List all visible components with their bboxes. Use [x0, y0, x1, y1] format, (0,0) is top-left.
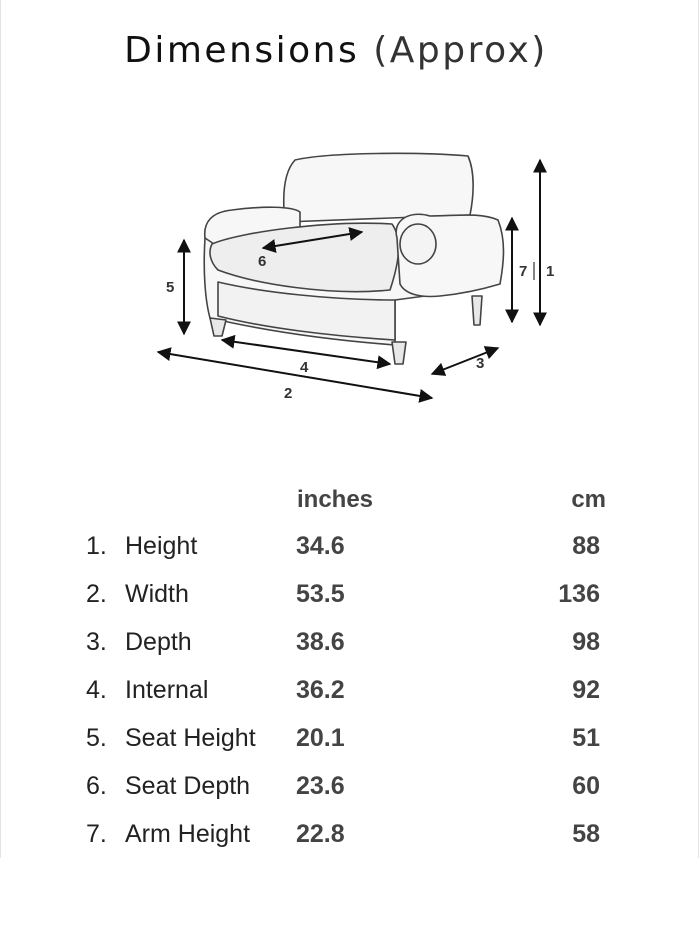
row-label: Width: [125, 580, 189, 608]
table-row: [0, 676, 700, 716]
row-cm: 60: [572, 772, 600, 800]
row-inches: 34.6: [296, 532, 345, 560]
diagram-label-3: 3: [476, 355, 485, 372]
row-cm: 88: [572, 532, 600, 560]
row-label: Seat Height: [125, 724, 256, 752]
arrow-depth: [432, 348, 498, 374]
diagram-label-7: 7: [519, 263, 528, 280]
diagram-label-1: 1: [546, 263, 555, 280]
back-cushion: [284, 153, 473, 222]
row-inches: 20.1: [296, 724, 345, 752]
diagram-label-5: 5: [166, 279, 175, 296]
row-index: 5.: [86, 724, 107, 752]
back-right-leg: [472, 296, 482, 325]
row-label: Depth: [125, 628, 192, 656]
row-cm: 98: [572, 628, 600, 656]
row-cm: 51: [572, 724, 600, 752]
row-label: Seat Depth: [125, 772, 251, 800]
header-cm: cm: [571, 486, 606, 513]
table-row: [0, 772, 700, 812]
armchair-dimension-diagram: [140, 140, 570, 410]
arrow-width: [158, 352, 432, 398]
row-inches: 23.6: [296, 772, 345, 800]
header-inches: inches: [297, 486, 374, 513]
arm-scroll: [400, 224, 436, 264]
row-label: Arm Height: [125, 820, 251, 848]
front-left-leg: [210, 318, 226, 336]
row-label: Height: [125, 532, 198, 560]
diagram-label-2: 2: [284, 385, 293, 402]
table-row: [0, 724, 700, 764]
table-row: [0, 580, 700, 620]
page-title: [0, 30, 672, 71]
row-inches: 36.2: [296, 676, 345, 704]
table-row: [0, 532, 700, 572]
row-inches: 53.5: [296, 580, 345, 608]
front-right-leg: [392, 342, 406, 364]
row-inches: 38.6: [296, 628, 345, 656]
row-index: 7.: [86, 820, 107, 848]
row-label: Internal: [125, 676, 209, 704]
diagram-label-4: 4: [300, 359, 309, 376]
row-cm: 92: [572, 676, 600, 704]
table-row: [0, 820, 700, 860]
row-cm: 136: [558, 580, 600, 608]
diagram-label-6: 6: [258, 253, 267, 270]
row-index: 4.: [86, 676, 107, 704]
title-suffix: (Approx): [373, 30, 548, 71]
row-index: 3.: [86, 628, 107, 656]
row-index: 6.: [86, 772, 107, 800]
row-index: 2.: [86, 580, 107, 608]
table-row: [0, 628, 700, 668]
row-cm: 58: [572, 820, 600, 848]
title-main: Dimensions: [124, 30, 360, 71]
row-index: 1.: [86, 532, 107, 560]
row-inches: 22.8: [296, 820, 345, 848]
armchair-illustration: [204, 153, 503, 364]
